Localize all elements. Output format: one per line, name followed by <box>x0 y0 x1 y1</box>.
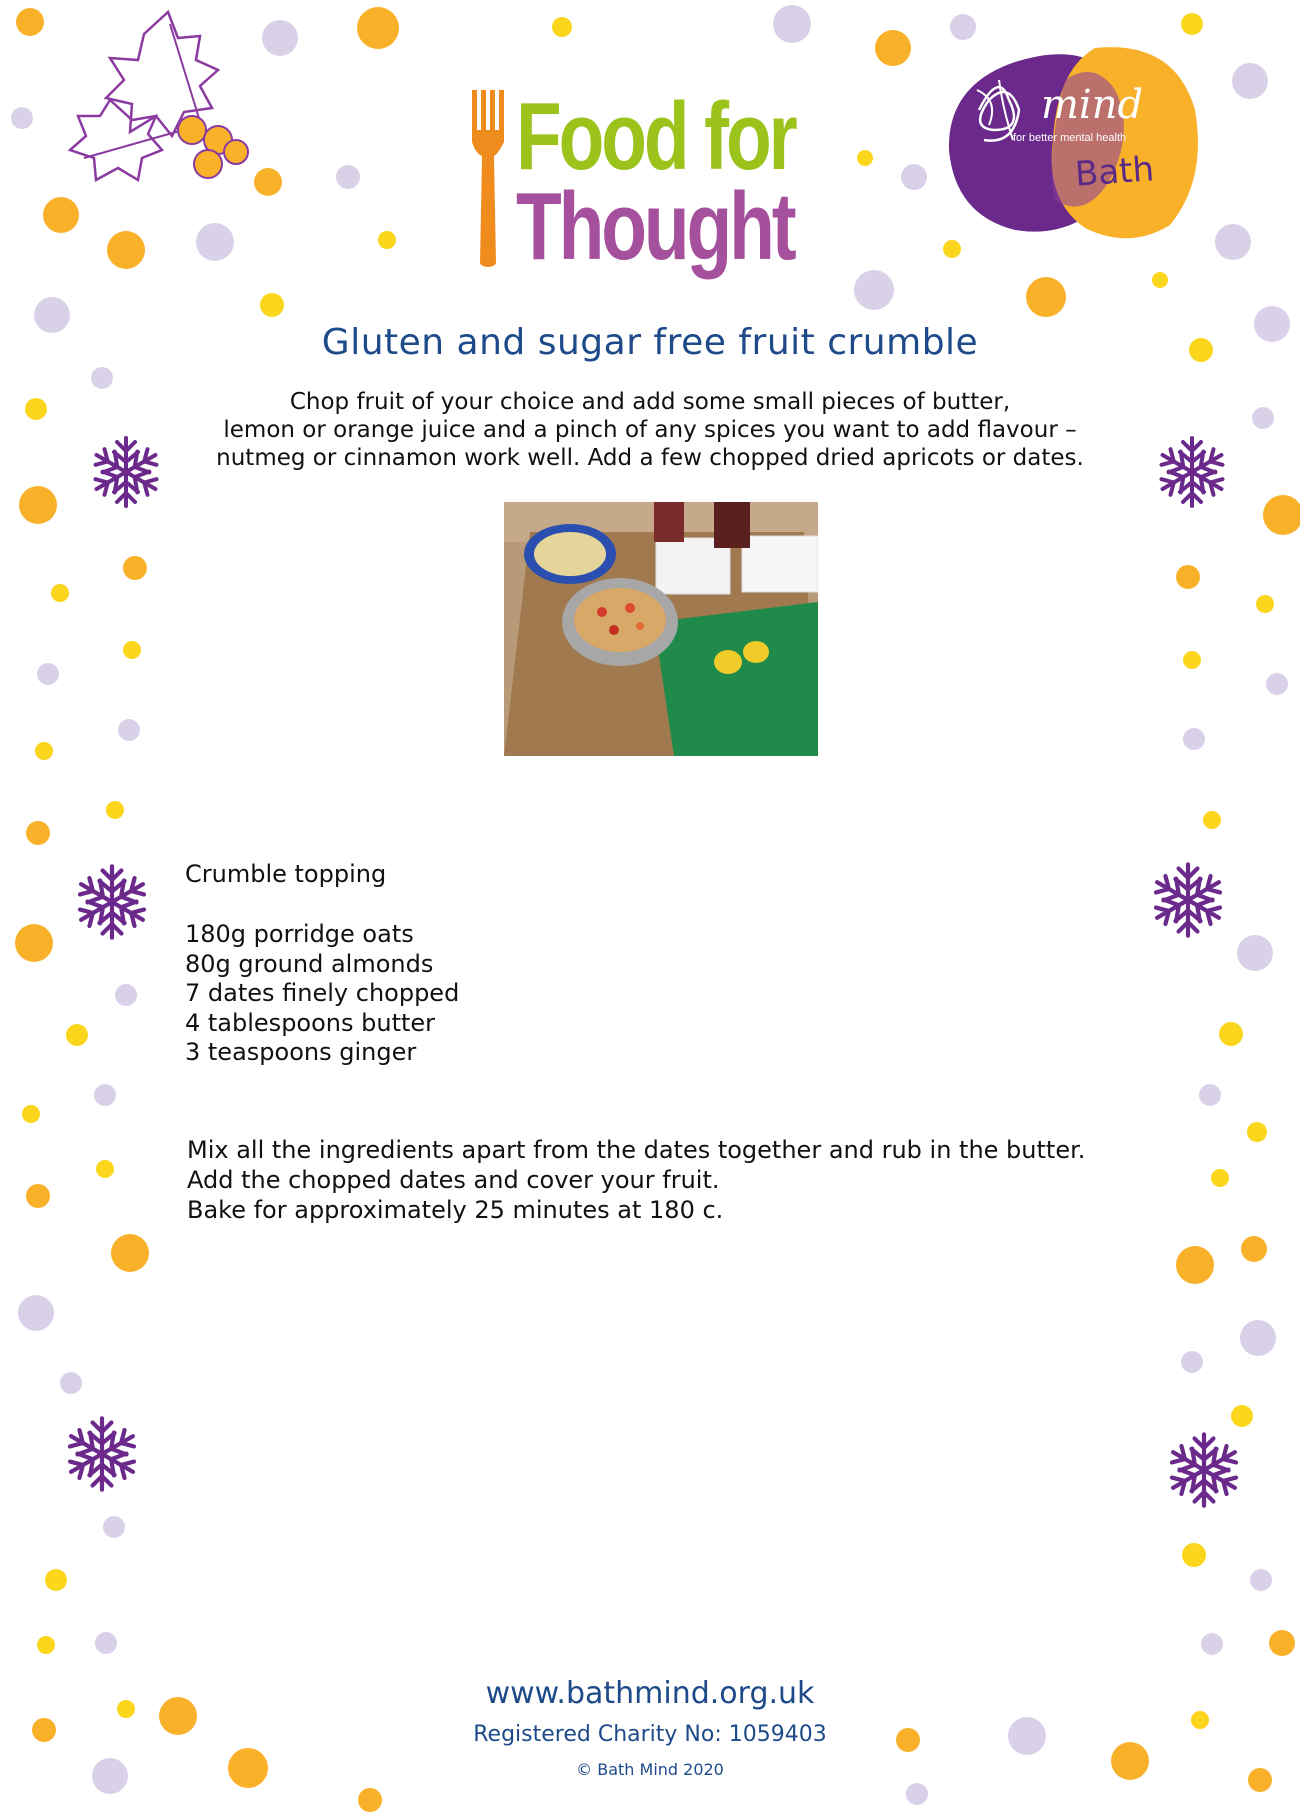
intro-line: Chop fruit of your choice and add some small pieces of butter, <box>289 389 1011 415</box>
charity-number: Registered Charity No: 1059403 <box>473 1722 827 1747</box>
ingredient-item: 4 tablespoons butter <box>185 1008 436 1037</box>
ingredient-item: 80g ground almonds <box>185 949 434 978</box>
logo-thought-text: Thought <box>516 173 794 280</box>
website-link[interactable]: www.bathmind.org.uk <box>485 1676 815 1711</box>
logo-food-text: Food for <box>516 83 795 190</box>
ingredient-item: 180g porridge oats <box>185 920 414 948</box>
recipe-title: Gluten and sugar free fruit crumble <box>321 322 979 363</box>
method-text <box>187 1135 1147 1225</box>
ingredient-list <box>185 920 459 1068</box>
recipe-intro <box>140 388 1160 472</box>
method-line: Bake for approximately 25 minutes at 180 c. <box>187 1196 724 1224</box>
intro-line: lemon or orange juice and a pinch of any spices you want to add flavour – <box>223 417 1077 443</box>
ingredient-item: 3 teaspoons ginger <box>185 1038 417 1066</box>
topping-heading: Crumble topping <box>185 860 387 888</box>
snowflake-icon <box>1152 432 1232 512</box>
mind-logo-name: mind <box>1041 82 1144 128</box>
food-for-thought-logo <box>470 83 810 300</box>
snowflake-icon <box>70 860 154 944</box>
method-line: Add the chopped dates and cover your fruit. <box>187 1166 720 1194</box>
method-line: Mix all the ingredients apart from the dates together and rub in the butter. <box>187 1136 1086 1164</box>
intro-line: nutmeg or cinnamon work well. Add a few chopped dried apricots or dates. <box>216 445 1084 471</box>
copyright-notice: © Bath Mind 2020 <box>576 1760 724 1779</box>
snowflake-icon <box>1162 1428 1246 1512</box>
snowflake-icon <box>1146 858 1230 942</box>
fork-icon <box>470 90 508 268</box>
ingredient-item: 7 dates finely chopped <box>185 979 460 1007</box>
recipe-photo <box>504 502 818 756</box>
holly-icon <box>60 8 260 188</box>
snowflake-icon <box>60 1412 144 1496</box>
bath-mind-logo <box>945 40 1205 245</box>
mind-logo-location: Bath <box>1073 149 1156 195</box>
mind-logo-tagline: for better mental health <box>1013 132 1127 144</box>
